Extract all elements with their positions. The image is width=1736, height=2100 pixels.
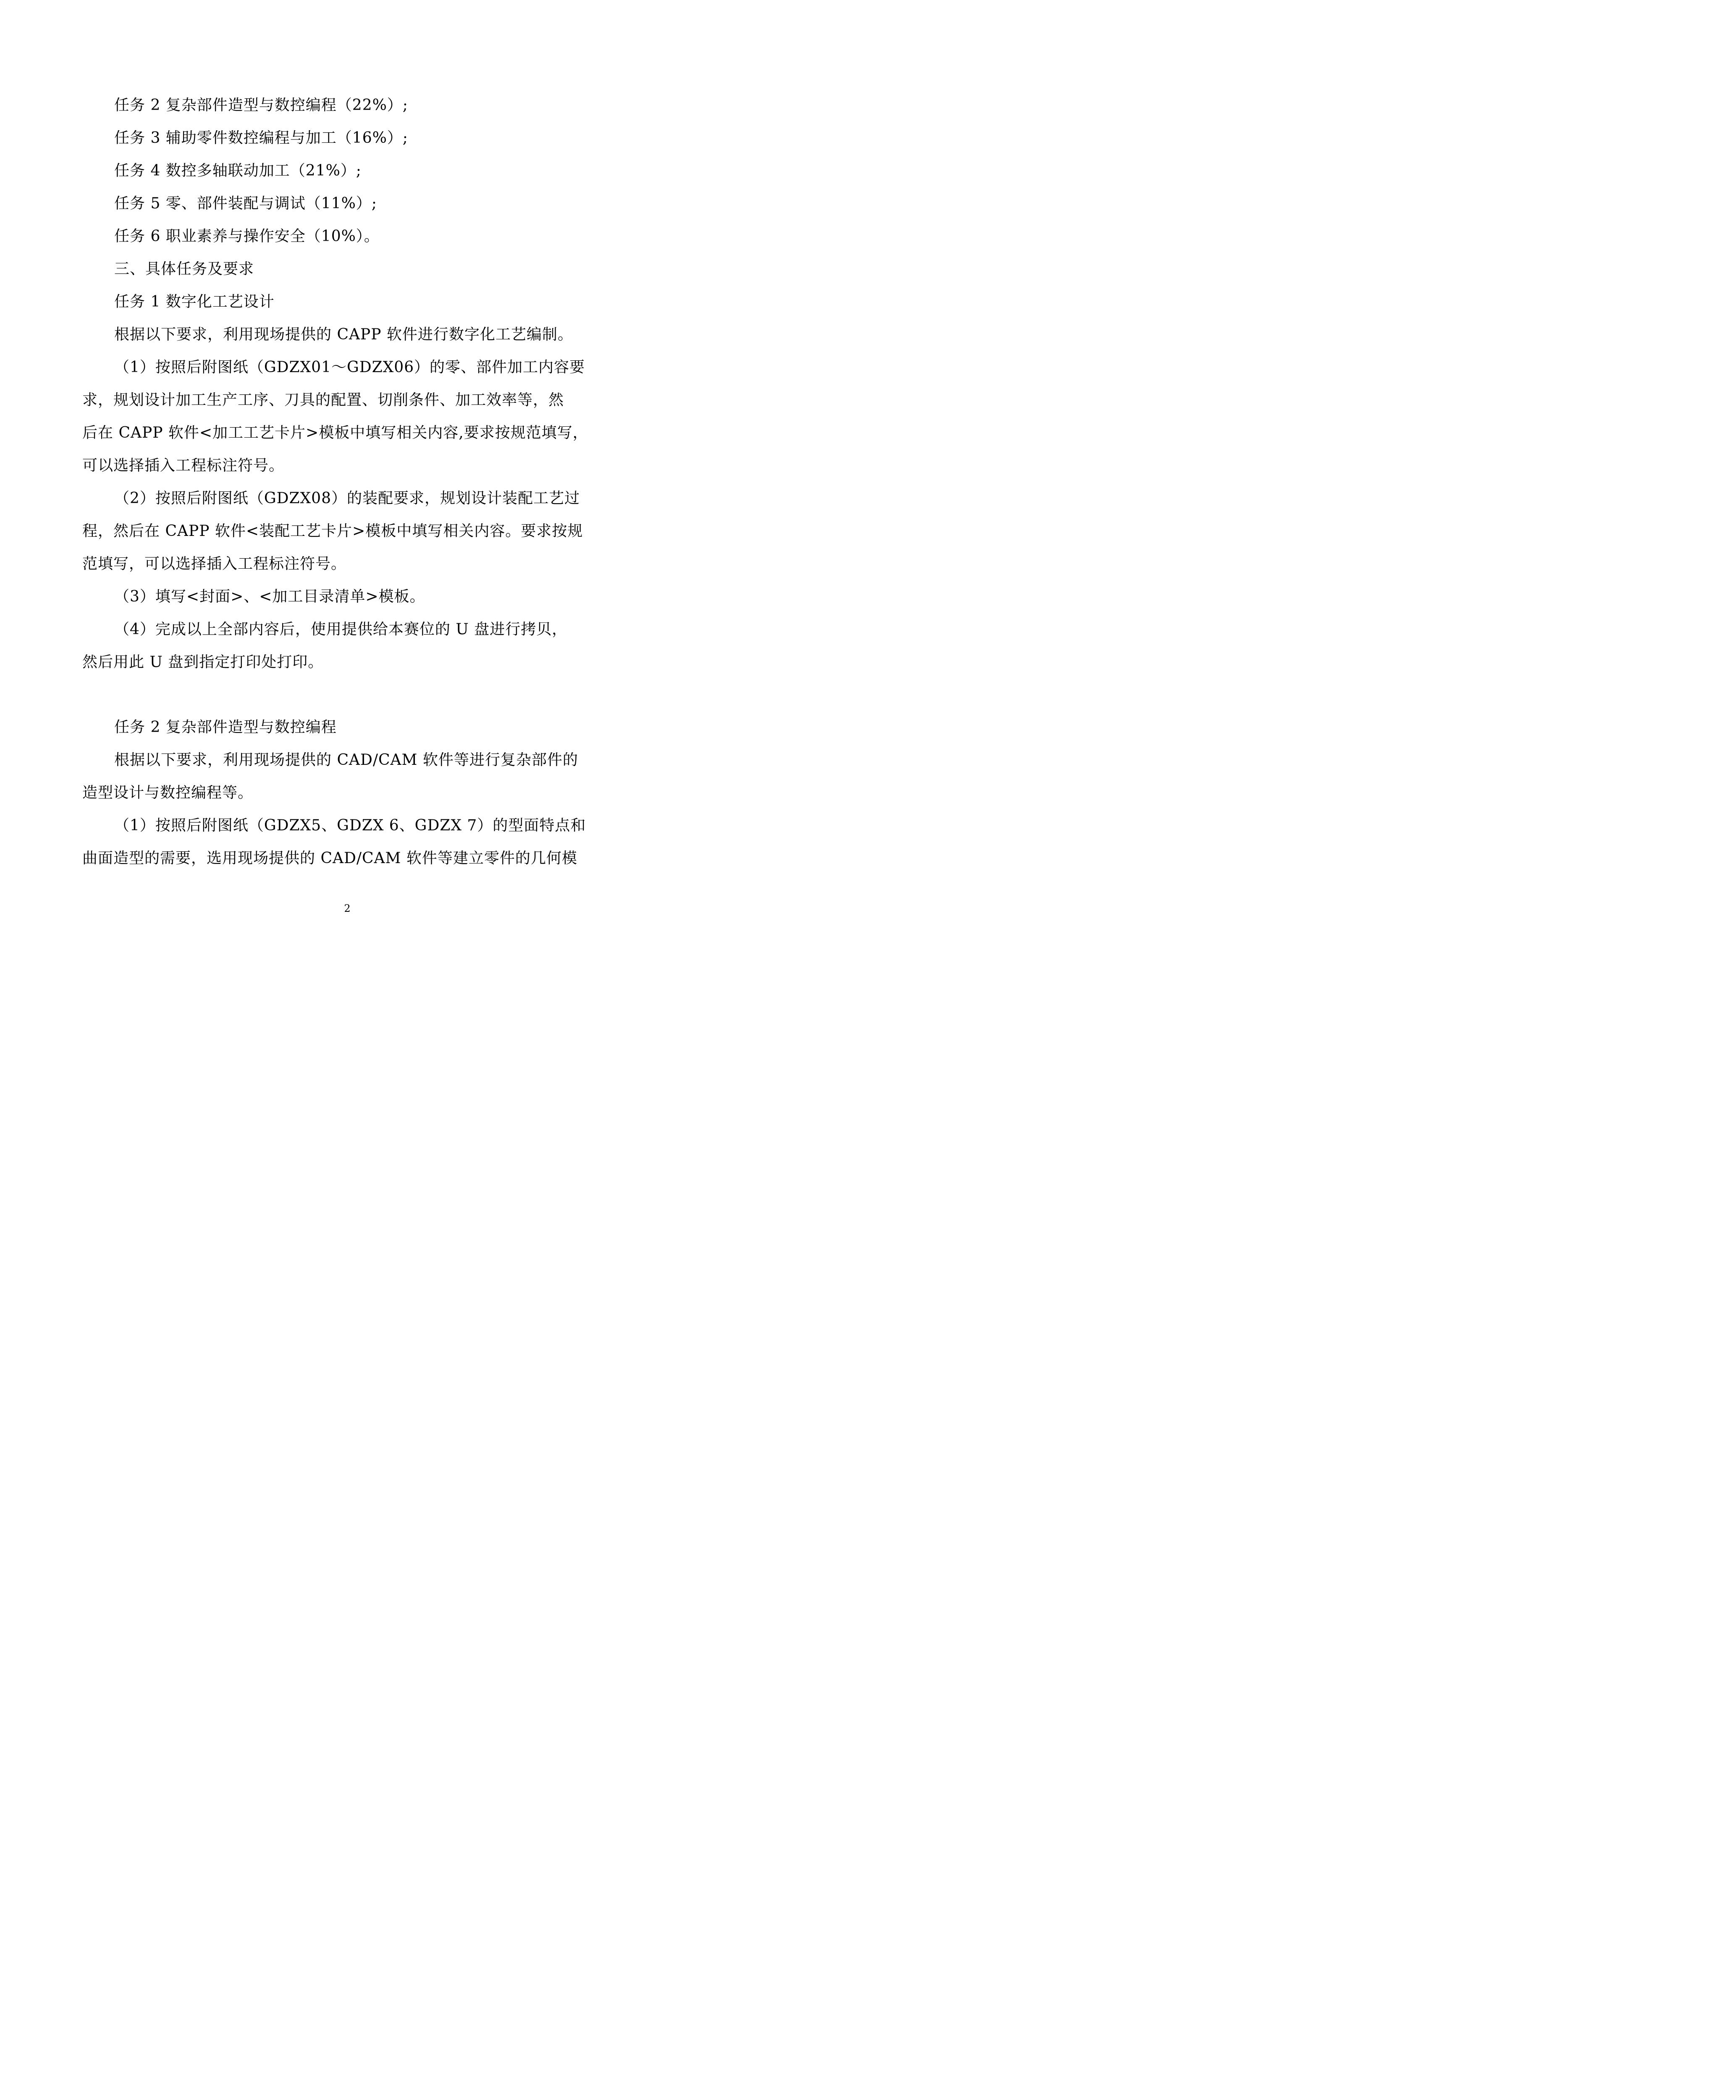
page-number: 2 <box>344 903 351 914</box>
task1-item4-line1: （4）完成以上全部内容后，使用提供给本赛位的 U 盘进行拷贝， <box>114 621 568 638</box>
task2-item1-line1: （1）按照后附图纸（GDZX5、GDZX 6、GDZX 7）的型面特点和 <box>114 817 586 834</box>
task2-intro-line2: 造型设计与数控编程等。 <box>82 784 254 801</box>
task1-intro: 根据以下要求，利用现场提供的 CAPP 软件进行数字化工艺编制。 <box>114 326 573 343</box>
task1-item1-line4: 可以选择插入工程标注符号。 <box>82 457 285 474</box>
task2-item1-line2: 曲面造型的需要，选用现场提供的 CAD/CAM 软件等建立零件的几何模 <box>82 850 577 867</box>
task1-item1-line1: （1）按照后附图纸（GDZX01～GDZX06）的零、部件加工内容要 <box>114 359 585 376</box>
task1-item4-line2: 然后用此 U 盘到指定打印处打印。 <box>82 654 324 671</box>
task-weight-4: 任务 4 数控多轴联动加工（21%）; <box>114 162 362 179</box>
task2-intro-line1: 根据以下要求，利用现场提供的 CAD/CAM 软件等进行复杂部件的 <box>114 751 578 769</box>
task-weight-3: 任务 3 辅助零件数控编程与加工（16%）; <box>114 129 408 147</box>
task-weight-6: 任务 6 职业素养与操作安全（10%）。 <box>114 228 380 245</box>
task-weight-2: 任务 2 复杂部件造型与数控编程（22%）; <box>114 97 408 114</box>
task2-heading: 任务 2 复杂部件造型与数控编程 <box>114 719 337 736</box>
task1-heading: 任务 1 数字化工艺设计 <box>114 293 275 310</box>
task1-item1-line2: 求，规划设计加工生产工序、刀具的配置、切削条件、加工效率等，然 <box>82 391 564 409</box>
task1-item3: （3）填写<封面>、<加工目录清单>模板。 <box>114 588 425 605</box>
task1-item2-line2: 程，然后在 CAPP 软件<装配工艺卡片>模板中填写相关内容。要求按规 <box>82 522 583 540</box>
task1-item2-line3: 范填写，可以选择插入工程标注符号。 <box>82 555 347 572</box>
section-title: 三、具体任务及要求 <box>114 260 254 278</box>
task1-item1-line3: 后在 CAPP 软件<加工工艺卡片>模板中填写相关内容,要求按规范填写， <box>82 424 588 441</box>
task-weight-5: 任务 5 零、部件装配与调试（11%）; <box>114 195 377 212</box>
document-page <box>0 0 695 982</box>
task1-item2-line1: （2）按照后附图纸（GDZX08）的装配要求，规划设计装配工艺过 <box>114 490 580 507</box>
